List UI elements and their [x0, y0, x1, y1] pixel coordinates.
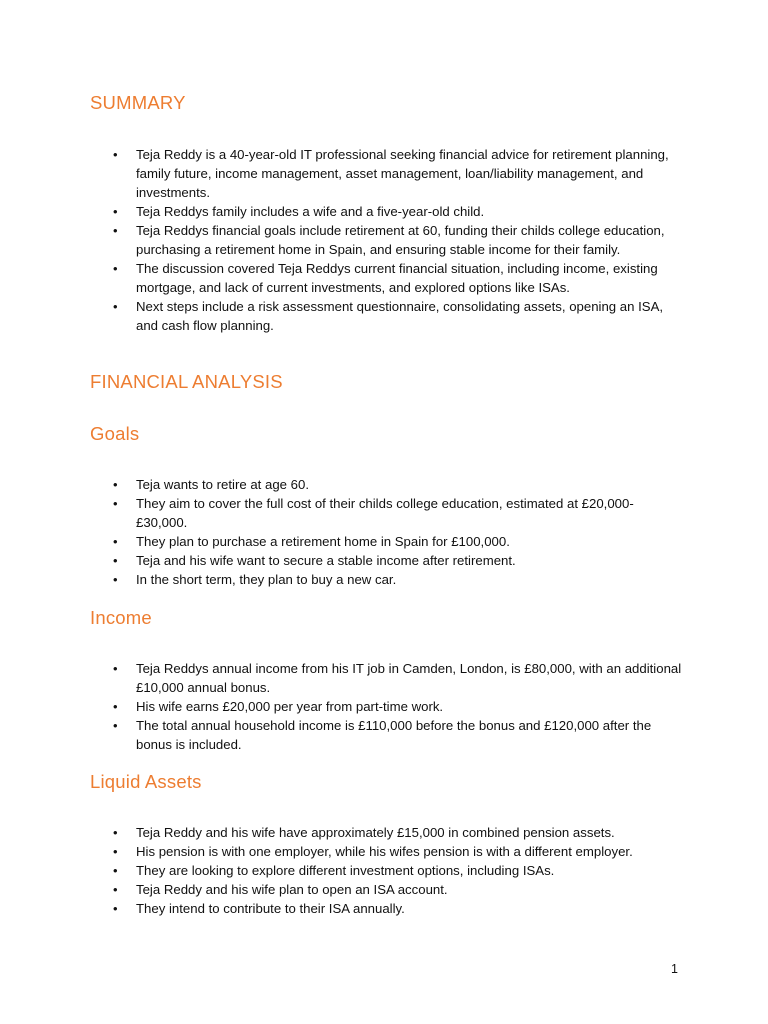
list-item: • Teja Reddy and his wife have approximately £15,000 in combined pension assets. — [0, 823, 768, 842]
list-item: • The discussion covered Teja Reddys current financial situation, including income, existing mortgage, and lack of current investments, and explored options like ISAs. — [0, 259, 768, 297]
list-item: • They aim to cover the full cost of their childs college education, estimated at £20,000-£30,000. — [0, 494, 768, 532]
list-item: • The total annual household income is £110,000 before the bonus and £120,000 after the bonus is included. — [0, 716, 768, 754]
income-list — [0, 659, 768, 754]
list-item: • Teja Reddy is a 40-year-old IT professional seeking financial advice for retirement planning, family future, income management, asset management, loan/liability management, and investments. — [0, 145, 768, 202]
list-item: • They are looking to explore different investment options, including ISAs. — [0, 861, 768, 880]
list-item: • Teja Reddy and his wife plan to open an ISA account. — [0, 880, 768, 899]
liquid-assets-list — [0, 823, 768, 918]
summary-heading: SUMMARY — [90, 92, 186, 113]
list-item: • Teja wants to retire at age 60. — [0, 475, 768, 494]
list-item: • Teja and his wife want to secure a stable income after retirement. — [0, 551, 768, 570]
summary-list — [0, 145, 768, 335]
list-item: • They intend to contribute to their ISA annually. — [0, 899, 768, 918]
list-item: • His wife earns £20,000 per year from part-time work. — [0, 697, 768, 716]
goals-heading: Goals — [90, 423, 140, 444]
page-number: 1 — [671, 962, 678, 976]
list-item: • Teja Reddys family includes a wife and a five-year-old child. — [0, 202, 768, 221]
list-item: • They plan to purchase a retirement home in Spain for £100,000. — [0, 532, 768, 551]
list-item: • Next steps include a risk assessment questionnaire, consolidating assets, opening an ISA, and cash flow planning. — [0, 297, 768, 335]
list-item: • In the short term, they plan to buy a new car. — [0, 570, 768, 589]
financial-analysis-heading: FINANCIAL ANALYSIS — [90, 371, 283, 392]
list-item: • Teja Reddys annual income from his IT job in Camden, London, is £80,000, with an additional £10,000 annual bonus. — [0, 659, 768, 697]
list-item: • Teja Reddys financial goals include retirement at 60, funding their childs college education, purchasing a retirement home in Spain, and ensuring stable income for their family. — [0, 221, 768, 259]
liquid-assets-heading: Liquid Assets — [90, 771, 202, 792]
list-item: • His pension is with one employer, while his wifes pension is with a different employer. — [0, 842, 768, 861]
goals-list — [0, 475, 768, 589]
income-heading: Income — [90, 607, 152, 628]
